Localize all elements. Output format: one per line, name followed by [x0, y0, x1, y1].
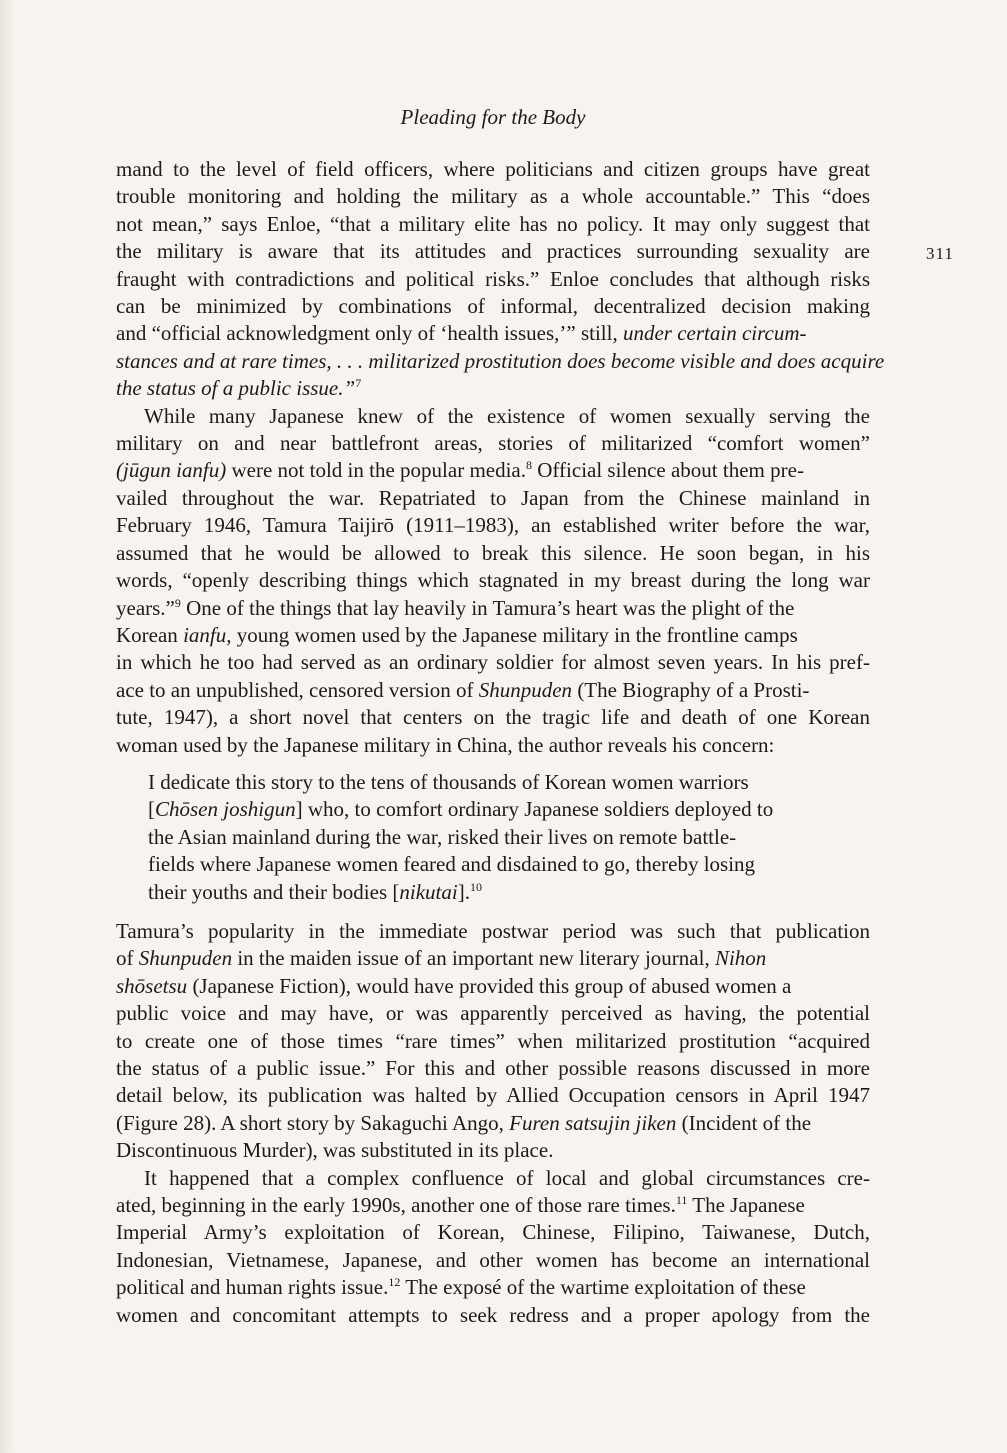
quote-line: [Chōsen joshigun] who, to comfort ordinary Japanese soldiers deployed to: [148, 797, 774, 822]
running-head: Pleading for the Body: [400, 105, 586, 129]
text-line: Indonesian, Vietnamese, Japanese, and other women has become an international: [116, 1247, 870, 1272]
text-line: ace to an unpublished, censored version of Shunpuden (The Biography of a Prosti-: [116, 677, 810, 702]
text-line: Discontinuous Murder), was substituted in its place.: [116, 1138, 554, 1163]
text-line: ated, beginning in the early 1990s, another one of those rare times.$^{11}$ The Japanese: [116, 1193, 805, 1218]
quote-line: I dedicate this story to the tens of thousands of Korean women warriors: [148, 769, 749, 794]
italic-title: Furen satsujin jiken: [509, 1110, 677, 1135]
text-line: the military is aware that its attitudes and practices surrounding sexuality are: [116, 239, 870, 264]
quote-line: their youths and their bodies [nikutai].$^{10}$: [148, 879, 482, 904]
text-line: vailed throughout the war. Repatriated to Japan from the Chinese mainland in: [116, 485, 870, 510]
text-line: not mean,” says Enloe, “that a military elite has no policy. It may only suggest that: [116, 211, 870, 236]
text-line: [116, 348, 885, 375]
quote-line: the Asian mainland during the war, risked their lives on remote battle-: [148, 824, 737, 849]
text-line: of Shunpuden in the maiden issue of an important new literary journal, Nihon: [116, 946, 767, 971]
italic-quote: under certain circum-: [622, 321, 807, 346]
italic-quote: stances and at rare times, . . . militarized prostitution does become visible and does acquire: [116, 348, 885, 373]
paragraph-3: [116, 918, 870, 1165]
footnote-ref: 11: [675, 1193, 688, 1208]
text-line: Korean ianfu, young women used by the Japanese military in the frontline camps: [116, 622, 798, 647]
text-line: can be minimized by combinations of informal, decentralized decision making: [116, 294, 870, 319]
text-line: It happened that a complex confluence of local and global circumstances cre-: [144, 1165, 870, 1190]
text-line: Imperial Army’s exploitation of Korean, Chinese, Filipino, Taiwanese, Dutch,: [116, 1220, 870, 1245]
italic-term: ianfu,: [183, 622, 232, 647]
text-line: While many Japanese knew of the existence of women sexually serving the: [144, 403, 870, 428]
italic-term: (jūgun ianfu): [116, 458, 227, 483]
paragraph-4: [116, 1165, 870, 1329]
footnote-ref: 7: [355, 376, 362, 391]
text-line: woman used by the Japanese military in China, the author reveals his concern:: [116, 732, 775, 757]
text-line: February 1946, Tamura Taijirō (1911–1983), an established writer before the war,: [116, 513, 870, 538]
text-line: trouble monitoring and holding the military as a whole accountable.” This “does: [116, 184, 870, 209]
text-line: and “official acknowledgment only of ‘health issues,’” still, under certain circum-: [116, 321, 807, 346]
body-text: [116, 156, 885, 1329]
text-line: detail below, its publication was halted by Allied Occupation censors in April 1947: [116, 1083, 870, 1108]
text-line: shōsetsu (Japanese Fiction), would have provided this group of abused women a: [116, 973, 792, 998]
text-line: years.”$^9$ One of the things that lay heavily in Tamura’s heart was the plight of the: [116, 595, 795, 620]
italic-term: nikutai: [399, 879, 458, 904]
paragraph-2: [116, 403, 870, 759]
quote-line: fields where Japanese women feared and disdained to go, thereby losing: [148, 852, 756, 877]
text-line: in which he too had served as an ordinary soldier for almost seven years. In his pref-: [116, 650, 870, 675]
footnote-ref: 9: [174, 595, 181, 610]
footnote-ref: 10: [469, 879, 482, 894]
text-line: Tamura’s popularity in the immediate postwar period was such that publication: [116, 918, 870, 943]
italic-quote: the status of a public issue.”: [116, 376, 356, 401]
italic-title: Shunpuden: [478, 677, 573, 702]
page-gutter-shadow: [0, 0, 14, 1453]
italic-title: Nihon: [714, 946, 767, 971]
page-number: 311: [926, 244, 954, 263]
text-line: to create one of those times “rare times” when militarized prostitution “acquired: [116, 1028, 870, 1053]
italic-term: Chōsen joshigun: [155, 797, 296, 822]
text-line: assumed that he would be allowed to break this silence. He soon began, in his: [116, 540, 870, 565]
text-line: (Figure 28). A short story by Sakaguchi Ango, Furen satsujin jiken (Incident of the: [116, 1110, 812, 1135]
text-line: political and human rights issue.$^{12}$ The exposé of the wartime exploitation of these: [116, 1275, 806, 1300]
text-line: tute, 1947), a short novel that centers on the tragic life and death of one Korean: [116, 705, 870, 730]
text-line: fraught with contradictions and political risks.” Enloe concludes that although risks: [116, 266, 870, 291]
footnote-ref: 8: [526, 458, 533, 473]
text-line: public voice and may have, or was apparently perceived as having, the potential: [116, 1001, 870, 1026]
text-line: [116, 375, 870, 402]
text-line: words, “openly describing things which stagnated in my breast during the long war: [116, 568, 870, 593]
text-line: the status of a public issue.” For this and other possible reasons discussed in more: [116, 1056, 870, 1080]
block-quote: [148, 769, 830, 906]
text-line: mand to the level of field officers, where politicians and citizen groups have great: [116, 157, 870, 181]
text-line: women and concomitant attempts to seek redress and a proper apology from the: [116, 1302, 870, 1327]
italic-title: shōsetsu: [116, 973, 188, 998]
italic-title: Shunpuden: [138, 946, 233, 971]
paragraph-1: [116, 156, 885, 403]
footnote-ref: 12: [388, 1275, 401, 1290]
text-line: military on and near battlefront areas, stories of militarized “comfort women”: [116, 431, 870, 456]
text-line: (jūgun ianfu) were not told in the popular media.$^8$ Official silence about them pre-: [116, 458, 804, 483]
